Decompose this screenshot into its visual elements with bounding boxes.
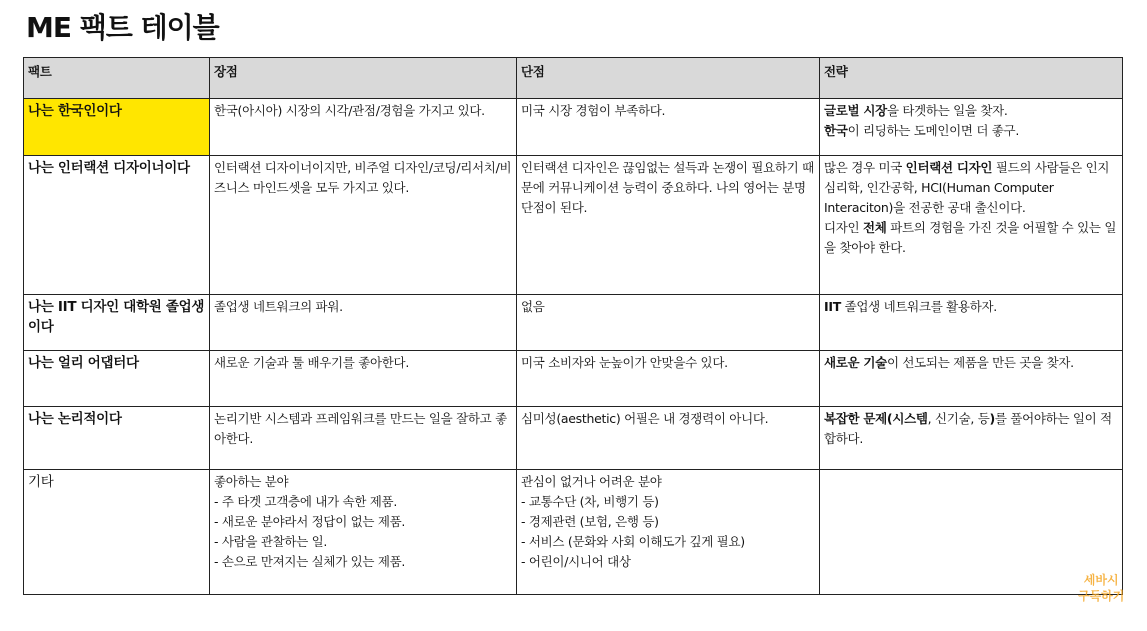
- list-item: 관심이 없거나 어려운 분야: [521, 474, 662, 489]
- cons-cell: 심미성(aesthetic) 어필은 내 경쟁력이 아니다.: [517, 407, 820, 470]
- list-item: - 어린이/시니어 대상: [521, 554, 631, 569]
- list-item: - 사람을 관찰하는 일.: [214, 534, 328, 549]
- strategy-cell: [820, 351, 1123, 407]
- pros-cell: 논리기반 시스템과 프레임워크를 만드는 일을 잘하고 좋아한다.: [210, 407, 517, 470]
- list-item: - 새로운 분야라서 정답이 없는 제품.: [214, 514, 406, 529]
- strategy-text: , 신기술, 등: [927, 411, 990, 426]
- strategy-emphasis: 전체: [863, 220, 887, 235]
- pros-cell: 인터랙션 디자이너이지만, 비주얼 디자인/코딩/리서치/비즈니스 마인드셋을 모두 가지고 있다.: [210, 156, 517, 295]
- cons-cell: 미국 시장 경험이 부족하다.: [517, 99, 820, 156]
- list-item: - 손으로 만져지는 실체가 있는 제품.: [214, 554, 406, 569]
- strategy-text: 이 리딩하는 도메인이면 더 좋구.: [847, 123, 1020, 138]
- table-row: [24, 351, 1123, 407]
- strategy-text: 졸업생 네트워크를 활용하자.: [840, 299, 997, 314]
- strategy-emphasis: 새로운 기술: [824, 355, 887, 370]
- fact-cell: 나는 인터랙션 디자이너이다: [24, 156, 210, 295]
- strategy-emphasis: 인터랙션 디자인: [905, 160, 993, 175]
- strategy-text: 을 타겟하는 일을 찾자.: [886, 103, 1008, 118]
- list-item: - 경제관련 (보험, 은행 등): [521, 514, 659, 529]
- list-item: 좋아하는 분야: [214, 474, 289, 489]
- table-row: [24, 295, 1123, 351]
- header-strategy: 전략: [820, 58, 1123, 99]
- pros-cell: [210, 470, 517, 595]
- cons-cell: 인터랙션 디자인은 끊임없는 설득과 논쟁이 필요하기 때문에 커뮤니케이션 능력이 중요하다. 나의 영어는 분명 단점이 된다.: [517, 156, 820, 295]
- strategy-text: 디자인: [824, 220, 863, 235]
- fact-cell: 나는 얼리 어댑터다: [24, 351, 210, 407]
- watermark-line: 구독하기: [1078, 589, 1125, 603]
- table-row: [24, 99, 1123, 156]
- strategy-cell: [820, 156, 1123, 295]
- pros-cell: 한국(아시아) 시장의 시각/관점/경험을 가지고 있다.: [210, 99, 517, 156]
- strategy-cell: [820, 295, 1123, 351]
- header-pros: 장점: [210, 58, 517, 99]
- strategy-text: 를 풀어야하는 일이 적합하다.: [824, 411, 1112, 446]
- list-item: - 주 타겟 고객층에 내가 속한 제품.: [214, 494, 398, 509]
- fact-cell: 나는 IIT 디자인 대학원 졸업생이다: [24, 295, 210, 351]
- pros-cell: 새로운 기술과 툴 배우기를 좋아한다.: [210, 351, 517, 407]
- header-cons: 단점: [517, 58, 820, 99]
- watermark-line: 세바시: [1083, 573, 1119, 587]
- strategy-text: 필드의 사람들은 인지심리학, 인간공학, HCI(Human Computer Interaciton)을 전공한 공대 출신이다.: [824, 160, 1110, 215]
- strategy-text: 파트의 경험을 가진 것을 어필할 수 있는 일을 찾아야 한다.: [824, 220, 1117, 255]
- list-item: - 교통수단 (차, 비행기 등): [521, 494, 659, 509]
- fact-table: [23, 57, 1123, 595]
- strategy-emphasis: ): [989, 411, 995, 426]
- fact-cell: 나는 논리적이다: [24, 407, 210, 470]
- cons-cell: 미국 소비자와 눈높이가 안맞을수 있다.: [517, 351, 820, 407]
- cons-cell: [517, 470, 820, 595]
- table-header-row: [24, 58, 1123, 99]
- table-row: [24, 407, 1123, 470]
- strategy-text: 많은 경우 미국: [824, 160, 906, 175]
- pros-cell: 졸업생 네트워크의 파워.: [210, 295, 517, 351]
- header-fact: 팩트: [24, 58, 210, 99]
- strategy-emphasis: 한국: [824, 123, 848, 138]
- cons-cell: 없음: [517, 295, 820, 351]
- strategy-text: 이 선도되는 제품을 만든 곳을 찾자.: [886, 355, 1074, 370]
- fact-cell: 나는 한국인이다: [24, 99, 210, 156]
- strategy-cell: [820, 99, 1123, 156]
- table-row: [24, 156, 1123, 295]
- subscribe-watermark: [1078, 572, 1124, 604]
- strategy-emphasis: IIT: [824, 299, 841, 314]
- strategy-emphasis: 글로벌 시장: [824, 103, 887, 118]
- list-item: - 서비스 (문화와 사회 이해도가 깊게 필요): [521, 534, 745, 549]
- strategy-emphasis: 복잡한 문제(시스템: [824, 411, 928, 426]
- table-row: [24, 470, 1123, 595]
- fact-cell: 기타: [24, 470, 210, 595]
- page-title: ME 팩트 테이블: [26, 11, 219, 44]
- strategy-cell: [820, 407, 1123, 470]
